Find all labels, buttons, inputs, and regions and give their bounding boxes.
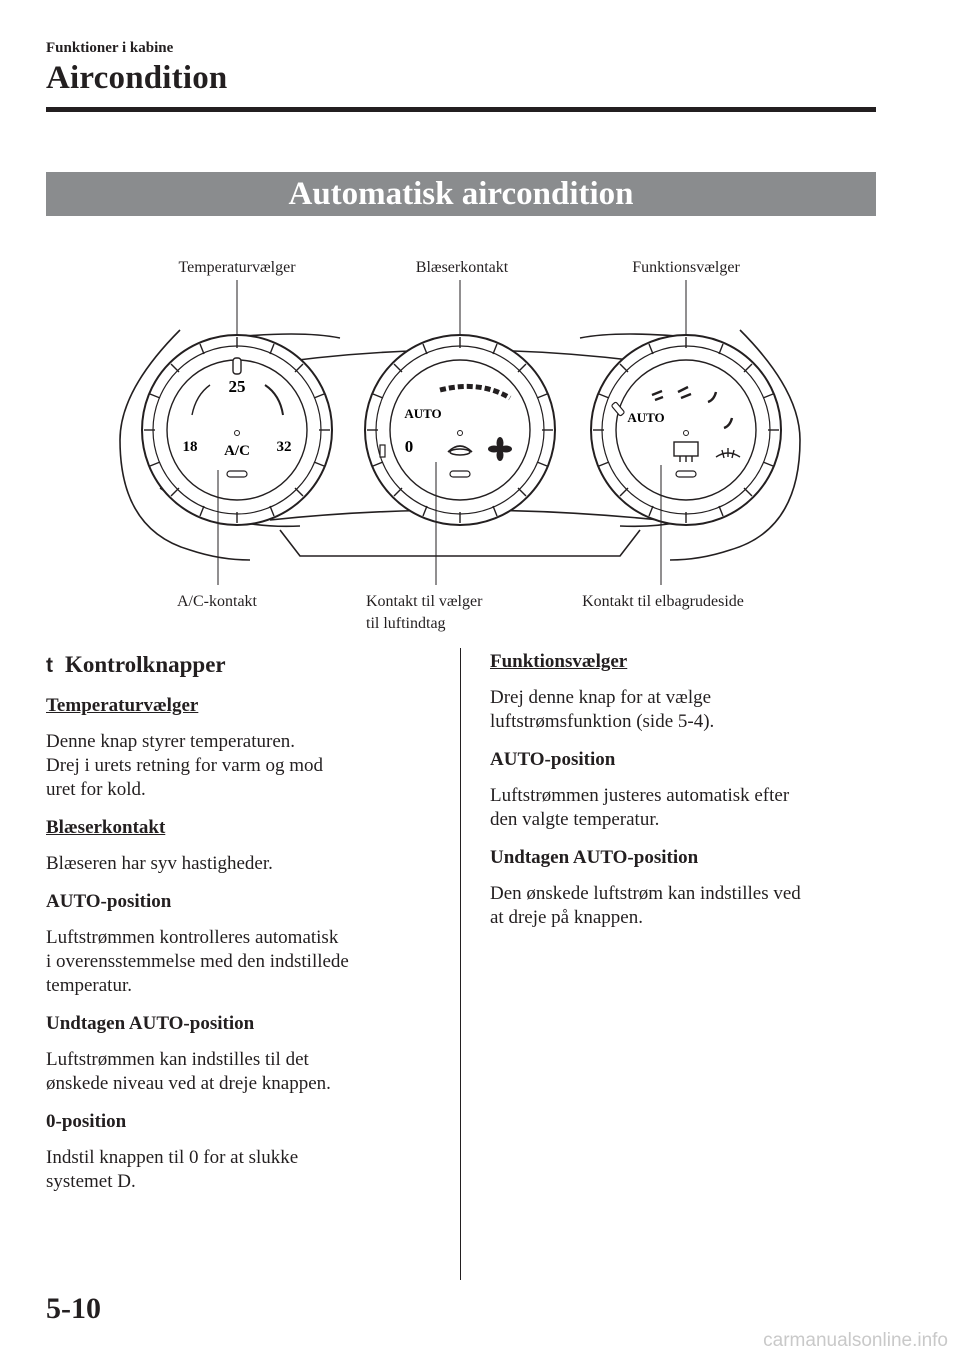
air-intake-button[interactable] bbox=[450, 471, 470, 477]
temp-selector-title: Temperaturvælger bbox=[46, 695, 199, 716]
temp-mark-32: 32 bbox=[276, 439, 292, 455]
mode-auto-title: AUTO-position bbox=[490, 749, 616, 770]
fan-manual-text: Luftstrømmen kan indstilles til det ønskede niveau ved at dreje knappen. bbox=[46, 1049, 331, 1094]
fan-dial[interactable] bbox=[365, 335, 555, 525]
callout-fan-switch: Blæserkontakt bbox=[415, 259, 509, 276]
ac-button[interactable] bbox=[227, 471, 247, 477]
rear-defroster-button[interactable] bbox=[676, 471, 696, 477]
ac-label: A/C bbox=[224, 443, 250, 459]
mode-dial[interactable] bbox=[591, 335, 781, 525]
page-number: 5-10 bbox=[46, 1292, 101, 1325]
fan-auto-label: AUTO bbox=[404, 406, 442, 421]
fan-switch-text: Blæseren har syv hastigheder. bbox=[46, 853, 273, 874]
callout-ac-switch: A/C-kontakt bbox=[177, 593, 257, 610]
heading-text: Kontrolknapper bbox=[65, 652, 226, 677]
temperature-dial[interactable] bbox=[142, 335, 332, 525]
mode-selector-text: Drej denne knap for at vælge luftstrømsfunktion (side 5-4). bbox=[490, 687, 715, 732]
fan-manual-title: Undtagen AUTO-position bbox=[46, 1013, 255, 1034]
right-column bbox=[490, 650, 880, 944]
fan-zero-label: 0 bbox=[404, 437, 414, 456]
callout-air-intake-line1: Kontakt til vælger bbox=[366, 593, 483, 610]
temp-selector-text: Denne knap styrer temperaturen. Drej i urets retning for varm og mod uret for kold. bbox=[46, 731, 324, 800]
mode-auto-label: AUTO bbox=[627, 410, 665, 425]
section-banner: Automatisk aircondition bbox=[46, 172, 876, 216]
fan-auto-text: Luftstrømmen kontrolleres automatisk i overensstemmelse med den indstillede temperatur. bbox=[46, 927, 349, 996]
callout-temperature-selector: Temperaturvælger bbox=[178, 259, 296, 276]
watermark: carmanualsonline.info bbox=[763, 1330, 948, 1351]
fan-switch-title: Blæserkontakt bbox=[46, 817, 166, 838]
temp-mark-25: 25 bbox=[228, 377, 246, 396]
section-label: Funktioner i kabine bbox=[46, 40, 174, 56]
mode-manual-title: Undtagen AUTO-position bbox=[490, 847, 699, 868]
climate-panel-diagram bbox=[0, 230, 960, 650]
temp-mark-18: 18 bbox=[182, 439, 198, 455]
mode-selector-title: Funktionsvælger bbox=[490, 651, 628, 672]
mode-auto-text: Luftstrømmen justeres automatisk efter den valgte temperatur. bbox=[490, 785, 790, 830]
fan-auto-title: AUTO-position bbox=[46, 891, 172, 912]
header-rule bbox=[46, 107, 876, 112]
mode-manual-text: Den ønskede luftstrøm kan indstilles ved at dreje på knappen. bbox=[490, 883, 801, 928]
fan-zero-title: 0-position bbox=[46, 1111, 127, 1132]
chapter-title: Aircondition bbox=[46, 60, 228, 96]
callout-rear-defroster: Kontakt til elbagrudeside bbox=[582, 593, 744, 610]
callout-mode-selector: Funktionsvælger bbox=[632, 259, 740, 276]
section-heading bbox=[46, 650, 426, 680]
heading-bullet: t bbox=[46, 654, 53, 677]
left-column bbox=[46, 650, 426, 1208]
column-divider bbox=[460, 648, 461, 1280]
fan-zero-text: Indstil knappen til 0 for at slukke systemet D. bbox=[46, 1147, 299, 1192]
callout-air-intake-line2: til luftindtag bbox=[366, 615, 446, 632]
